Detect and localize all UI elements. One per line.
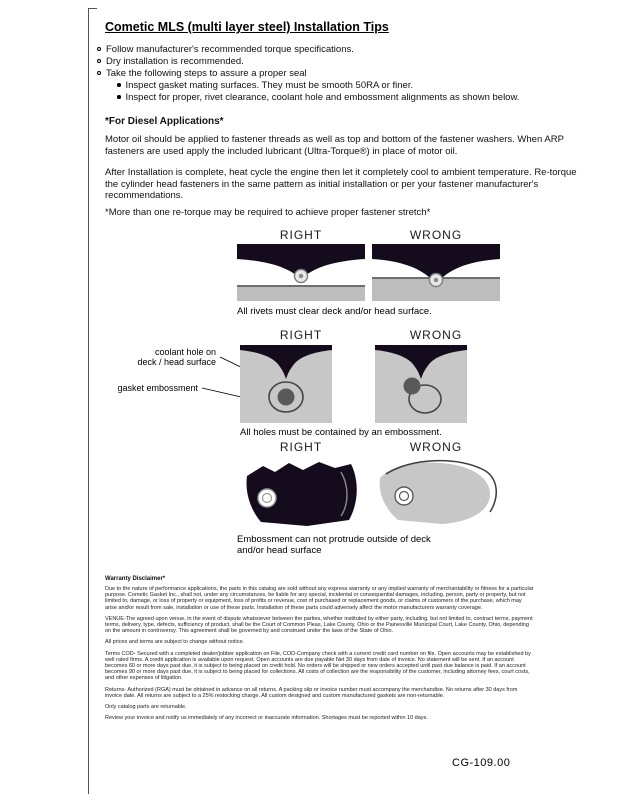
- embossment-protrusion-right-diagram: [237, 456, 365, 530]
- diesel-applications-heading: *For Diesel Applications*: [105, 116, 224, 127]
- tip-text: Inspect gasket mating surfaces. They must be smooth 50RA or finer.: [125, 80, 414, 91]
- open-bullet-icon: [97, 71, 101, 75]
- rivet-clearance-right-diagram: [237, 244, 365, 301]
- gasket-embossment-callout: gasket embossment: [117, 383, 198, 393]
- diagram-section: [0, 228, 618, 574]
- tip-item: [97, 44, 587, 55]
- page-code: CG-109.00: [452, 757, 511, 769]
- embossment-protrusion-wrong-diagram: [372, 456, 500, 530]
- row2-right-label: RIGHT: [279, 328, 323, 342]
- row1-wrong-label: WRONG: [409, 228, 463, 242]
- tip-item: [97, 56, 587, 67]
- row1-right-label: RIGHT: [279, 228, 323, 242]
- tip-text: Take the following steps to assure a proper seal: [106, 68, 307, 79]
- row3-caption: Embossment can not protrude outside of deck and/or head surface: [237, 534, 431, 556]
- row1-caption: All rivets must clear deck and/or head surface.: [237, 306, 432, 317]
- embossment-containment-right-diagram: [240, 345, 332, 423]
- legal-paragraph: Returns- Authorized (RGA) must be obtained in advance on all returns. A packing slip or invoice number must accompany the merchandise. No returns after 30 days from invoice date. All returns are subject to a 25% restocking charge. All custom designed and custom manufactured gaskets are non-returnable.: [105, 686, 518, 699]
- tip-sub-item: [117, 92, 587, 103]
- page-title: Cometic MLS (multi layer steel) Installation Tips: [105, 20, 389, 34]
- diesel-paragraph-1: Motor oil should be applied to fastener threads as well as top and bottom of the fastener washers. When ARP fasteners are used apply the included lubricant (Ultra-Torque®) in place of motor oil.: [105, 134, 564, 157]
- row3-right-label: RIGHT: [279, 440, 323, 454]
- filled-bullet-icon: [117, 95, 121, 99]
- open-bullet-icon: [97, 59, 101, 63]
- legal-paragraph: All prices and terms are subject to change without notice.: [105, 639, 245, 646]
- open-bullet-icon: [97, 47, 101, 51]
- callout-text: deck / head surface: [137, 357, 216, 367]
- tip-text: Dry installation is recommended.: [106, 56, 244, 67]
- filled-bullet-icon: [117, 83, 121, 87]
- diesel-paragraph-2: After Installation is complete, heat cycle the engine then let it completely cool to ambient temperature. Re-torque the cylinder head fasteners in the same pattern as initial installation or per your fastener manufacturer's recommendations.: [105, 167, 577, 201]
- tip-item: [97, 68, 587, 79]
- callout-text: coolant hole on: [154, 347, 216, 357]
- tip-text: Inspect for proper, rivet clearance, coolant hole and embossment alignments as shown below.: [125, 92, 520, 103]
- row2-wrong-label: WRONG: [409, 328, 463, 342]
- tip-text: Follow manufacturer's recommended torque specifications.: [106, 44, 354, 55]
- legal-paragraph: Terms COD- Secured with a completed dealer/jobber application on File, COD-Company check with a current credit card number on file. Open accounts may be established by well rated firms. A credit application is available upon request. Open accounts are due payable Net 30 days from date of invoice. No statement will be sent. If an account becomes 60 or more days past due, it is subject to being placed on credit hold. No orders will be shipped or new orders accepted until past due balance is paid. If an account becomes 90 or more days past due, it is subject to being placed for collections. All costs of collection are the responsibility of the customer, including attorney fees, court costs, and other expenses of litigation.: [105, 650, 531, 682]
- legal-paragraph: VENUE-The agreed upon venue, in the event of dispute whatsoever between the parties, whether instituted by either party, including, but not limited to, contract terms, payment terms, delivery, type, defects, sufficiency of product, shall be the Court of Common Pleas, Lake County, Ohio or the Painesville Municipal Court, Lake County, Ohio, depending on the amount in controversy. This agreement shall be governed by and construed under the laws of the State of Ohio.: [105, 615, 533, 635]
- row3-wrong-label: WRONG: [409, 440, 463, 454]
- retorque-note: *More than one re-torque may be required to achieve proper fastener stretch*: [105, 207, 431, 218]
- warranty-disclaimer-heading: Warranty Disclaimer*: [105, 576, 166, 582]
- coolant-hole-callout: [100, 347, 216, 367]
- legal-paragraph: Review your invoice and notify us immediately of any incorrect or inaccurate information. Shortages must be reported within 10 days.: [105, 715, 428, 722]
- page-top-border: [88, 8, 97, 9]
- legal-paragraph: Due to the nature of performance applications, the parts in this catalog are sold without any express warranty or any implied warranty of merchantability or fitness for a particular purpose. Cometic Gasket Inc., shall not, under any circumstances, be liable for any special, incidental or consequential damages, including, person, party or property, but not limited to, damage, or loss of property or equipment, loss of profits or revenue, cost of purchased or replacement goods, or claims of customers of the purchase, which may arise and/or result from sale, installation or use of these parts. Installation of these parts could adversely affect the motor manufacturers warranty coverage.: [105, 586, 534, 611]
- tip-sub-item: [117, 80, 587, 91]
- row2-caption: All holes must be contained by an embossment.: [240, 427, 442, 438]
- tips-list: [97, 44, 587, 104]
- legal-paragraph: Only catalog parts are returnable.: [105, 704, 187, 711]
- legal-section: [105, 576, 535, 726]
- rivet-clearance-wrong-diagram: [372, 244, 500, 301]
- embossment-containment-wrong-diagram: [375, 345, 467, 423]
